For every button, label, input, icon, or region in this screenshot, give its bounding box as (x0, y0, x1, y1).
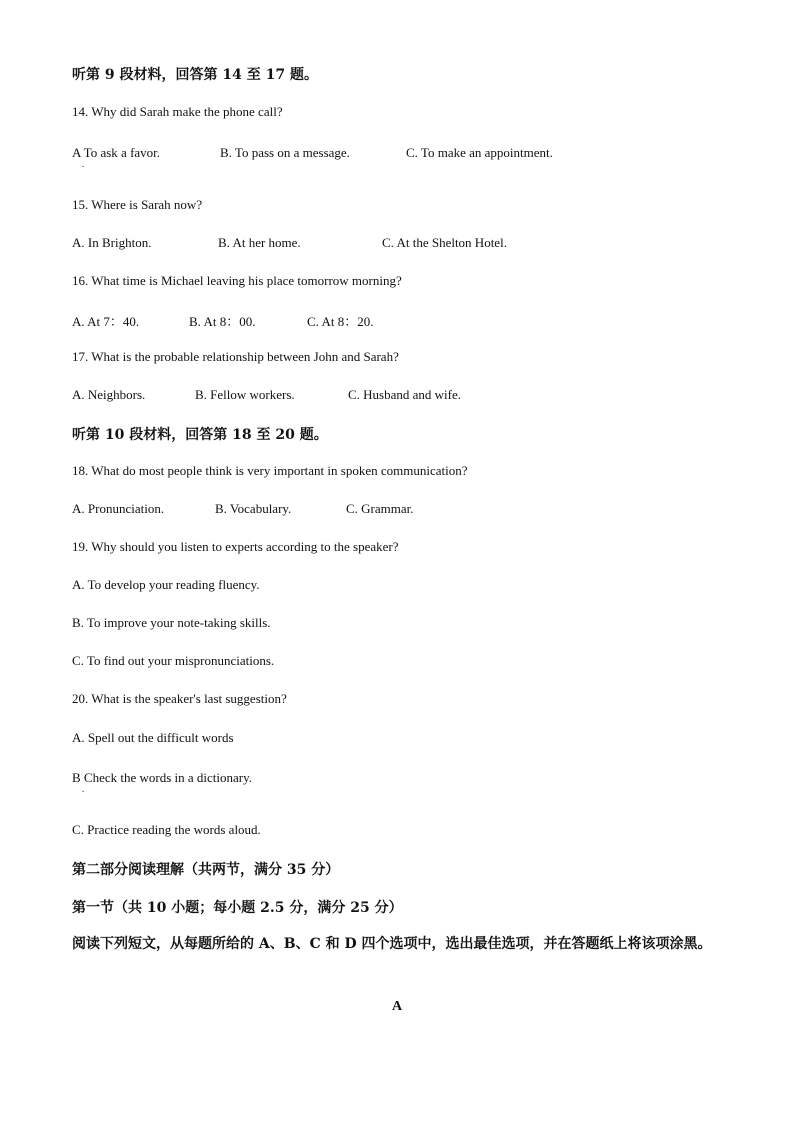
question-20: 20. What is the speaker's last suggestion? (72, 691, 287, 706)
part2-instruction: 阅读下列短文，从每题所给的 A、B、C 和 D 四个选项中，选出最佳选项，并在答题纸上将该项涂黑。 (72, 936, 712, 952)
q19-option-b: B. To improve your note-taking skills. (72, 615, 271, 630)
q20-option-c: C. Practice reading the words aloud. (72, 822, 261, 837)
q20-dot-mark: . (82, 784, 85, 794)
passage-label: A (391, 999, 403, 1014)
part2-title: 第二部分阅读理解（共两节，满分 35 分） (72, 862, 340, 878)
question-17: 17. What is the probable relationship between John and Sarah? (72, 349, 399, 364)
q16-option-a: A. At 7：40. (72, 314, 140, 329)
q16-option-b: B. At 8：00. (189, 314, 256, 329)
q17-option-a: A. Neighbors. (72, 387, 146, 402)
q20-option-b: B Check the words in a dictionary. (72, 770, 253, 785)
question-16: 16. What time is Michael leaving his place tomorrow morning? (72, 273, 402, 288)
part2-section1-heading: 第一节（共 10 小题；每小题 2.5 分，满分 25 分） (72, 900, 403, 916)
q16-option-c: C. At 8：20. (307, 314, 374, 329)
q15-option-a: A. In Brighton. (72, 235, 152, 250)
q15-option-c: C. At the Shelton Hotel. (382, 235, 507, 250)
question-15: 15. Where is Sarah now? (72, 197, 203, 212)
q14-option-b: B. To pass on a message. (220, 145, 350, 160)
q20-option-a: A. Spell out the difficult words (72, 730, 234, 745)
section-heading-9: 听第 9 段材料，回答第 14 至 17 题。 (72, 67, 318, 83)
q14-option-c: C. To make an appointment. (406, 145, 553, 160)
q18-option-b: B. Vocabulary. (215, 501, 292, 516)
question-14: 14. Why did Sarah make the phone call? (72, 104, 283, 119)
q17-option-b: B. Fellow workers. (195, 387, 295, 402)
q19-option-a: A. To develop your reading fluency. (72, 577, 260, 592)
q19-option-c: C. To find out your mispronunciations. (72, 653, 275, 668)
q18-option-c: C. Grammar. (346, 501, 414, 516)
q17-option-c: C. Husband and wife. (348, 387, 462, 402)
q14-option-a: A To ask a favor. (72, 145, 161, 160)
q15-option-b: B. At her home. (218, 235, 301, 250)
question-18: 18. What do most people think is very important in spoken communication? (72, 463, 468, 478)
section-heading-10: 听第 10 段材料，回答第 18 至 20 题。 (72, 427, 328, 443)
q14-dot-mark: . (82, 159, 85, 169)
q18-option-a: A. Pronunciation. (72, 501, 165, 516)
question-19: 19. Why should you listen to experts according to the speaker? (72, 539, 399, 554)
